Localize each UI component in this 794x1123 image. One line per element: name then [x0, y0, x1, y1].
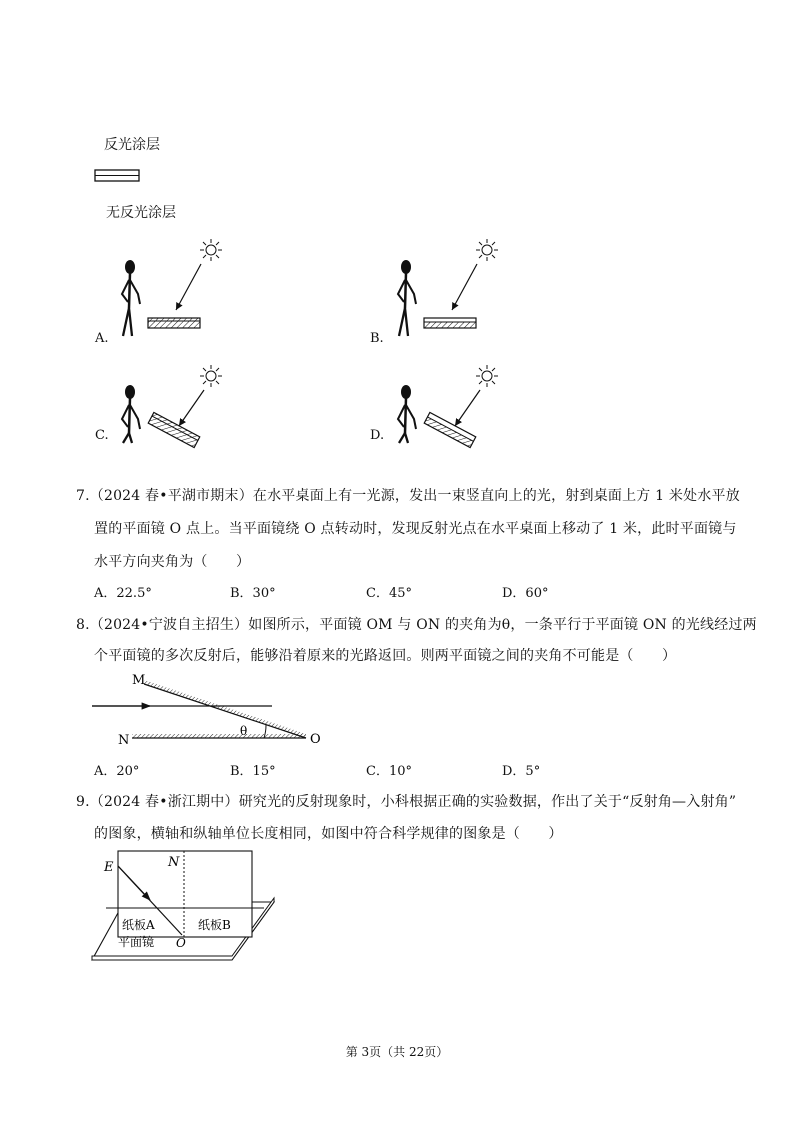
q8-choice-d: D．5°	[502, 764, 541, 779]
q9-line-2: 的图象，横轴和纵轴单位长度相同，如图中符合科学规律的图象是（ ）	[94, 826, 563, 842]
q8-mirror-figure	[92, 668, 332, 750]
q7-choice-a: A．22.5°	[94, 586, 152, 601]
q7-line-1: 7.（2024 春•平湖市期末）在水平桌面上有一光源，发出一束竖直向上的光，射到桌面上方 1 米处水平放	[76, 488, 740, 504]
q9-label-e: E	[104, 860, 114, 875]
q8-choice-a: A．20°	[94, 764, 140, 779]
option-d-label: D.	[370, 428, 385, 443]
legend-mirror-figure	[94, 168, 144, 186]
q7-choice-b: B．30°	[230, 586, 276, 601]
q8-choice-c: C．10°	[366, 764, 412, 779]
q9-line-1: 9.（2024 春•浙江期中）研究光的反射现象时，小科根据正确的实验数据，作出了关于“反射角—入射角”	[76, 794, 737, 810]
q7-line-2: 置的平面镜 O 点上。当平面镜绕 O 点转动时，发现反射光点在水平桌面上移动了 1 米，此时平面镜与	[94, 521, 737, 537]
legend-reflective-coating: 反光涂层	[104, 137, 160, 153]
option-a-figure	[110, 236, 220, 344]
legend-non-reflective-coating: 无反光涂层	[106, 205, 176, 221]
q8-label-n: N	[118, 733, 130, 748]
q8-line-1: 8.（2024•宁波自主招生）如图所示，平面镜 OM 与 ON 的夹角为θ，一条平行于平面镜 ON 的光线经过两	[76, 617, 757, 633]
q7-choice-c: C．45°	[366, 586, 412, 601]
q9-label-board-a: 纸板A	[122, 918, 155, 932]
q7-line-3: 水平方向夹角为（ ）	[94, 554, 251, 570]
q9-label-board-b: 纸板B	[198, 918, 231, 932]
option-b-figure	[386, 236, 506, 344]
option-c-label: C.	[95, 428, 109, 443]
option-c-figure	[110, 358, 220, 448]
q8-line-2: 个平面镜的多次反射后，能够沿着原来的光路返回。则两平面镜之间的夹角不可能是（ ）	[94, 648, 677, 664]
option-b-label: B.	[370, 331, 384, 346]
q9-experiment-figure	[92, 846, 282, 962]
q8-label-theta: θ	[240, 724, 248, 738]
option-d-figure	[386, 358, 506, 448]
option-a-label: A.	[95, 331, 109, 346]
q9-label-mirror: 平面镜	[118, 935, 155, 949]
q7-choice-d: D．60°	[502, 586, 549, 601]
q8-label-m: M	[132, 673, 146, 688]
q9-label-o: O	[176, 936, 186, 950]
q9-label-n: N	[168, 855, 180, 870]
q8-choice-b: B．15°	[230, 764, 276, 779]
page-footer: 第 3页（共 22页）	[345, 1045, 449, 1059]
q8-label-o: O	[310, 732, 321, 747]
